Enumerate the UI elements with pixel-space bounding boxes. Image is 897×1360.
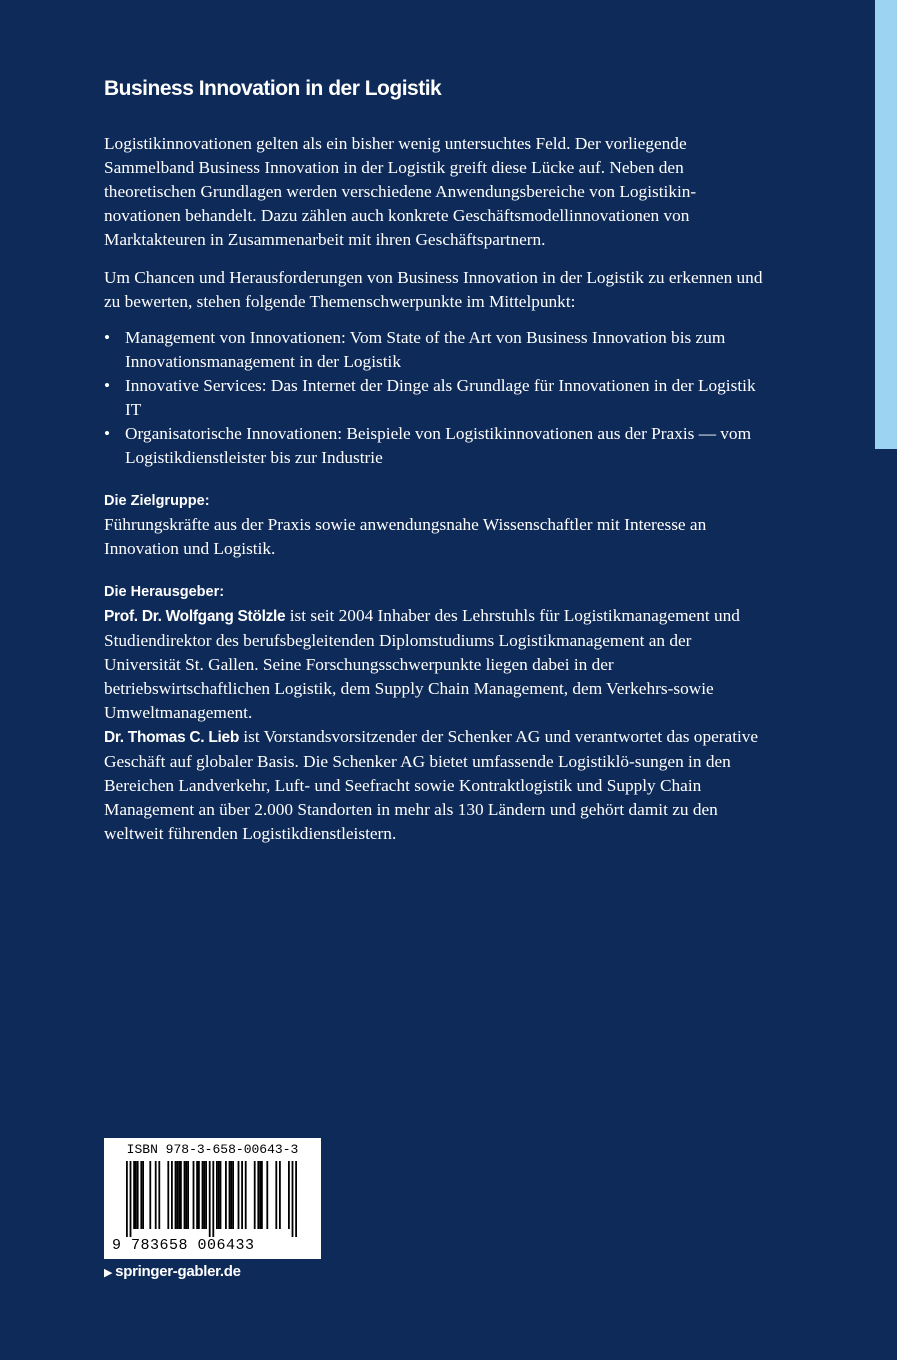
barcode-bar bbox=[254, 1161, 256, 1229]
bullet-icon: • bbox=[104, 328, 111, 347]
barcode-bar bbox=[216, 1161, 218, 1229]
barcode-guard-bar bbox=[209, 1161, 211, 1237]
barcode-bar bbox=[178, 1161, 180, 1229]
editor-2-name: Dr. Thomas C. Lieb bbox=[104, 729, 239, 746]
editor-2-bio: Dr. Thomas C. Lieb ist Vorstandsvorsitzender der Schenker AG und verantwortet das operative Geschäft auf globaler Basis. Die Schenker AG bietet umfassende Logistiklö-sungen in den Bereichen Landverkehr, Luft- und Seefracht sowie Kontraktlogistik und Supply Chain Management an über 2.000 Standorten in mehr als 130 Ländern und gehört damit zu den weltweit führenden Logistikdienstleistern. bbox=[104, 727, 759, 843]
barcode-bar bbox=[261, 1161, 263, 1229]
barcode-bar bbox=[175, 1161, 177, 1229]
barcode-bar bbox=[184, 1161, 186, 1229]
barcode-guard-bar bbox=[130, 1161, 132, 1237]
list-item: • Management von Innovationen: Vom State of the Art von Business Innovation bis zum Innovationsmanagement in der Logistik bbox=[104, 328, 726, 371]
barcode-bar bbox=[176, 1161, 178, 1229]
barcode-bar bbox=[133, 1161, 135, 1229]
arrow-right-icon: ▶ bbox=[104, 1267, 113, 1279]
barcode-bar bbox=[232, 1161, 234, 1229]
barcode-bar bbox=[257, 1161, 259, 1229]
barcode-guard-bar bbox=[295, 1161, 297, 1237]
target-group-heading: Die Zielgruppe: bbox=[104, 493, 210, 509]
editor-1-name: Prof. Dr. Wolfgang Stölzle bbox=[104, 608, 286, 625]
focus-paragraph: Um Chancen und Herausforderungen von Business Innovation in der Logistik zu erkennen und zu bewerten, stehen folgende Themenschwerpunkte im Mittelpunkt: bbox=[104, 268, 763, 311]
barcode-bar bbox=[218, 1161, 220, 1229]
list-item: • Organisatorische Innovationen: Beispiele von Logistikinnovationen aus der Praxis — vom Logistikdienstleister bis zur Industrie bbox=[104, 424, 752, 467]
barcode-bar bbox=[259, 1161, 261, 1229]
website-url: springer-gabler.de bbox=[115, 1263, 241, 1280]
editors-heading: Die Herausgeber: bbox=[104, 584, 225, 600]
editor-1-bio: Prof. Dr. Wolfgang Stölzle ist seit 2004 Inhaber des Lehrstuhls für Logistikmanagement und Studiendirektor des berufsbegleitenden Diplomstudiums Logistikmanagement an der Universität St. Gallen. Seine Forschungsschwerpunkte liegen dabei in der betriebswirtschaftlichen Logistik, dem Supply Chain Management, dem Verkehrs-sowie Umweltmanagement. bbox=[104, 606, 740, 722]
barcode-bar bbox=[230, 1161, 232, 1229]
barcode-bar bbox=[171, 1161, 173, 1229]
barcode-bar bbox=[229, 1161, 231, 1229]
barcode-guard-bar bbox=[212, 1161, 214, 1237]
barcode-bar bbox=[238, 1161, 240, 1229]
isbn-barcode bbox=[104, 1138, 321, 1259]
barcode-bar bbox=[288, 1161, 290, 1229]
barcode-bar bbox=[142, 1161, 144, 1229]
barcode-bar bbox=[225, 1161, 227, 1229]
barcode-bar bbox=[185, 1161, 187, 1229]
topic-list bbox=[104, 326, 764, 470]
publisher-website[interactable] bbox=[104, 1263, 241, 1280]
barcode-bar bbox=[245, 1161, 247, 1229]
isbn-label: ISBN 978-3-658-00643-3 bbox=[126, 1142, 299, 1157]
barcode-bar bbox=[202, 1161, 204, 1229]
barcode-bar bbox=[135, 1161, 137, 1229]
target-group-text: Führungskräfte aus der Praxis sowie anwendungsnahe Wissenschaftler mit Interesse an Innovation und Logistik. bbox=[104, 515, 707, 558]
barcode-bar bbox=[193, 1161, 195, 1229]
barcode-bar bbox=[167, 1161, 169, 1229]
barcode-bars bbox=[126, 1161, 306, 1237]
barcode-bar bbox=[266, 1161, 268, 1229]
barcode-bar bbox=[203, 1161, 205, 1229]
barcode-digits: 9 783658 006433 bbox=[112, 1237, 255, 1254]
barcode-bar bbox=[196, 1161, 198, 1229]
spine-color-strip bbox=[875, 0, 897, 449]
bullet-icon: • bbox=[104, 424, 111, 443]
barcode-bar bbox=[220, 1161, 222, 1229]
barcode-bar bbox=[187, 1161, 189, 1229]
cover-text bbox=[104, 74, 764, 846]
barcode-bar bbox=[155, 1161, 157, 1229]
barcode-bar bbox=[205, 1161, 207, 1229]
barcode-guard-bar bbox=[292, 1161, 294, 1237]
book-title: Business Innovation in der Logistik bbox=[104, 77, 442, 100]
barcode-bar bbox=[149, 1161, 151, 1229]
barcode-bar bbox=[241, 1161, 243, 1229]
barcode-bar bbox=[275, 1161, 277, 1229]
barcode-guard-bar bbox=[126, 1161, 128, 1237]
barcode-bar bbox=[279, 1161, 281, 1229]
intro-paragraph: Logistikinnovationen gelten als ein bisher wenig untersuchtes Feld. Der vorliegende Sammelband Business Innovation in der Logistik greift diese Lücke auf. Neben den theoretischen Grundlagen werden verschiedene Anwendungsbereiche von Logistikin-novationen behandelt. Dazu zählen auch konkrete Geschäftsmodellinnovationen von Marktakteuren in Zusammenarbeit mit ihren Geschäftspartnern. bbox=[104, 134, 697, 249]
list-item: • Innovative Services: Das Internet der Dinge als Grundlage für Innovationen in der Logistik IT bbox=[104, 376, 756, 419]
barcode-bar bbox=[158, 1161, 160, 1229]
bullet-icon: • bbox=[104, 376, 111, 395]
barcode-bar bbox=[198, 1161, 200, 1229]
barcode-bar bbox=[140, 1161, 142, 1229]
barcode-bar bbox=[180, 1161, 182, 1229]
barcode-bar bbox=[137, 1161, 139, 1229]
